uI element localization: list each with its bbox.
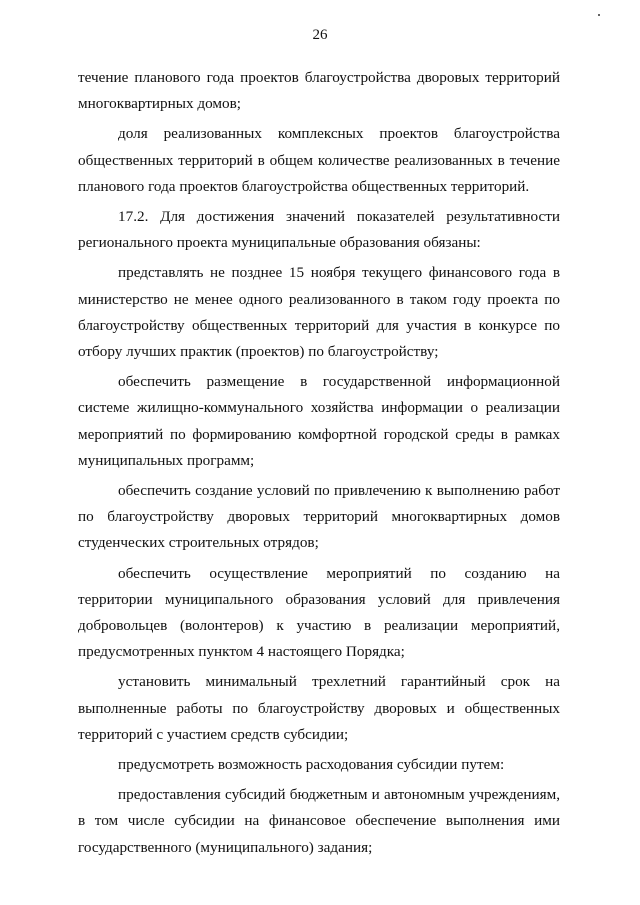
page-number: 26 [312, 27, 328, 43]
paragraph-8: установить минимальный трехлетний гарантийный срок на выполненные работы по благоустройству дворовых и общественных территорий с участием средств субсидии; [78, 673, 560, 743]
paragraph-5: обеспечить размещение в государственной информационной системе жилищно-коммунального хозяйства информации о реализации мероприятий по формированию комфортной городской среды в рамках муниципальных программ; [78, 373, 560, 469]
scan-speck [598, 14, 600, 16]
paragraph-2: доля реализованных комплексных проектов благоустройства общественных территорий в общем количестве реализованных в течение планового года проектов благоустройства общественных территорий. [78, 125, 560, 195]
paragraph-7: обеспечить осуществление мероприятий по созданию на территории муниципального образования условий для привлечения добровольцев (волонтеров) к участию в реализации мероприятий, предусмотренных пунктом 4 настоящего Порядка; [78, 564, 560, 661]
paragraph-4: представлять не позднее 15 ноября текущего финансового года в министерство не менее одного реализованного в таком году проекта по благоустройству общественных территорий для участия в конкурсе по отбору лучших практик (проектов) по благоустройству; [78, 264, 560, 361]
paragraph-10: предоставления субсидий бюджетным и автономным учреждениям, в том числе субсидии на финансовое обеспечение выполнения ими государственного (муниципального) задания; [78, 786, 560, 856]
document-body [78, 65, 560, 861]
paragraph-3: 17.2. Для достижения значений показателей результативности регионального проекта муниципальные образования обязаны: [78, 208, 560, 252]
paragraph-6: обеспечить создание условий по привлечению к выполнению работ по благоустройству дворовых территорий многоквартирных домов студенческих строительных отрядов; [78, 482, 560, 552]
paragraph-1: течение планового года проектов благоустройства дворовых территорий многоквартирных домов; [78, 69, 560, 113]
paragraph-9: предусмотреть возможность расходования субсидии путем: [118, 756, 505, 774]
